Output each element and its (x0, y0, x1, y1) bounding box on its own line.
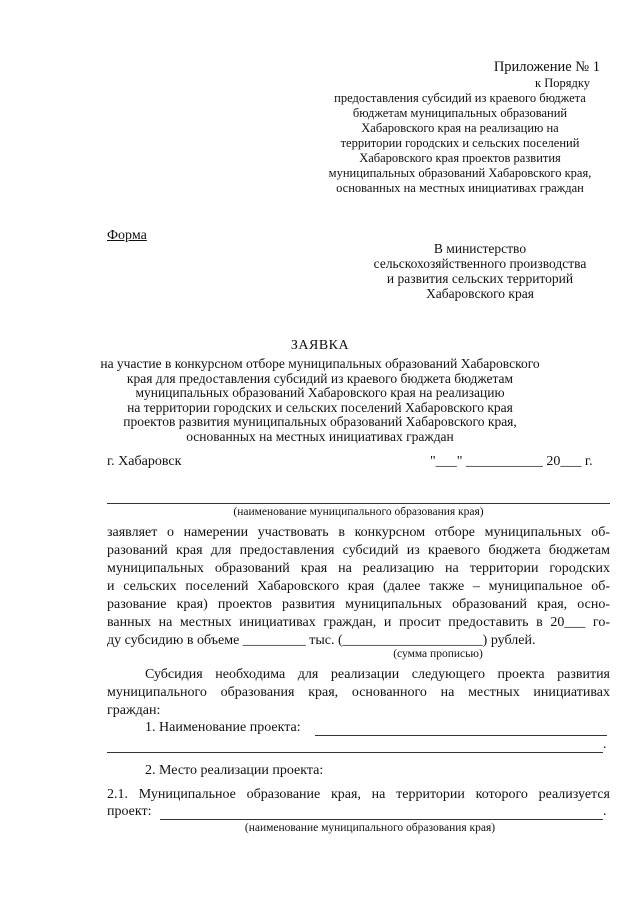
form-label: Форма (107, 228, 147, 243)
annex-line: Хабаровского края на реализацию на (361, 121, 559, 135)
annex-line: основанных на местных инициативах граждан (336, 181, 584, 195)
annex-line: муниципальных образований Хабаровского края, (328, 166, 592, 180)
annex-block (310, 58, 610, 196)
subtitle-line: края для предоставления субсидий из краевого бюджета бюджетам (126, 370, 514, 386)
ministry-addressee (330, 241, 630, 301)
paragraph-line: ду субсидию в объеме _________ тыс. (____________________) рублей. (107, 633, 536, 648)
application-subtitle (100, 357, 540, 444)
annex-line: к Порядку (535, 76, 590, 90)
project-name-input-line[interactable] (315, 735, 607, 736)
paragraph-line: разование края) проектов развития муниципальных образований края, осно- (107, 597, 610, 612)
item-2-1-input-line[interactable] (160, 819, 603, 820)
annex-line: бюджетам муниципальных образований (352, 106, 568, 120)
paragraph-line: Субсидия необходима для реализации следующего проекта развития (145, 667, 610, 682)
ministry-line: сельскохозяйственного производства (373, 256, 587, 271)
ministry-line: и развития сельских территорий (386, 271, 574, 286)
place-label: г. Хабаровск (107, 454, 182, 469)
subtitle-line: на участие в конкурсном отборе муниципальных образований Хабаровского (100, 356, 540, 371)
paragraph-line: и сельских поселений Хабаровского края (далее также – муниципальное об- (107, 579, 610, 594)
annex-line: предоставления субсидий из краевого бюджета (334, 91, 586, 105)
ministry-line: Хабаровского края (426, 286, 534, 301)
annex-title: Приложение № 1 (493, 59, 600, 75)
project-name-end: . (603, 737, 607, 752)
item-2-1-end: . (603, 804, 607, 819)
item-2-1-line: 2.1. Муниципальное образование края, на территории которого реализуется (107, 787, 610, 802)
paragraph-line: ванных на местных инициативах граждан, и просит предоставить в 20___ го- (107, 615, 610, 630)
subtitle-line: на территории городских и сельских поселений Хабаровского края (127, 399, 513, 415)
annex-line: территории городских и сельских поселений (340, 136, 580, 150)
project-location-label: 2. Место реализации проекта: (145, 763, 324, 778)
date-field[interactable]: "___" ___________ 20___ г. (430, 454, 593, 469)
main-paragraph (107, 524, 610, 650)
paragraph-line: заявляет о намерении участвовать в конкурсном отборе муниципальных об- (107, 525, 610, 540)
item-2-1-project-label: проект: (107, 804, 152, 819)
subsidy-paragraph (107, 666, 610, 720)
item-2-1-caption: (наименование муниципального образования края) (244, 822, 496, 834)
subtitle-line: основанных на местных инициативах граждан (186, 428, 454, 444)
project-name-input-line-2[interactable] (107, 752, 603, 753)
municipality-caption: (наименование муниципального образования края) (233, 506, 484, 518)
municipality-input-line[interactable] (107, 503, 610, 504)
subtitle-line: проектов развития муниципальных образований Хабаровского края, (123, 414, 517, 429)
sum-caption: (сумма прописью) (393, 648, 483, 660)
annex-line: Хабаровского края проектов развития (359, 151, 561, 165)
ministry-line: В министерство (433, 241, 527, 256)
subtitle-line: муниципальных образований Хабаровского края на реализацию (135, 385, 505, 400)
project-name-label: 1. Наименование проекта: (145, 720, 301, 735)
paragraph-line: муниципальных образований края на реализацию на территории городских (107, 561, 610, 576)
paragraph-line: граждан: (107, 703, 161, 718)
paragraph-line: разований края для предоставления субсидий из краевого бюджета бюджетам (107, 543, 610, 558)
paragraph-line: муниципального образования края, основанного на местных инициативах (107, 685, 610, 700)
application-title: ЗАЯВКА (290, 338, 350, 353)
